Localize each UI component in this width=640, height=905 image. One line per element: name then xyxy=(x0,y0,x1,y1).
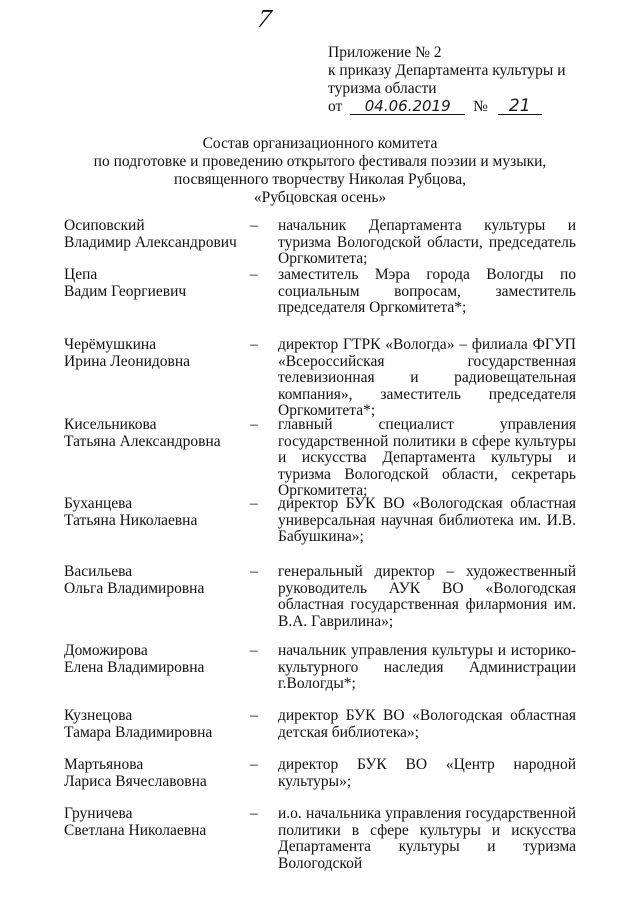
member-role: заместитель Мэра города Вологды по социальным вопросам, заместитель председателя Оргкомитета*; xyxy=(278,266,576,316)
member-row xyxy=(64,337,576,417)
dash-separator: – xyxy=(250,266,258,283)
member-role: директор ГТРК «Вологда» – филиала ФГУП «Всероссийская государственная телевизионная и радиовещательная компания», заместитель председателя Оргкомитета*; xyxy=(278,336,576,419)
member-name: Доможирова Елена Владимировна xyxy=(64,642,205,676)
number-prefix: № xyxy=(473,98,488,115)
title-line-1: Состав организационного комитета xyxy=(202,135,438,152)
member-row xyxy=(64,218,576,267)
dash-separator: – xyxy=(250,805,258,822)
member-role: директор БУК ВО «Вологодская областная универсальная научная библиотека им. И.В. Бабушкина»; xyxy=(278,495,576,545)
title-line-4: «Рубцовская осень» xyxy=(253,189,387,206)
member-name: Кисельникова Татьяна Александровна xyxy=(64,416,221,450)
appendix-date-line xyxy=(328,98,628,116)
dash-separator: – xyxy=(250,642,258,659)
member-row xyxy=(64,805,576,872)
member-name: Груничева Светлана Николаевна xyxy=(64,805,207,839)
member-name: Цепа Вадим Георгиевич xyxy=(64,266,187,300)
title-line-3: посвященного творчеству Николая Рубцова, xyxy=(174,171,466,188)
order-date: 04.06.2019 xyxy=(350,98,465,115)
member-row xyxy=(64,416,576,499)
dash-separator: – xyxy=(250,217,258,234)
dash-separator: – xyxy=(250,495,258,512)
member-row xyxy=(64,757,576,806)
member-role: генеральный директор – художественный руководитель АУК ВО «Вологодская областная государственная филармония им. В.А. Гаврилина»; xyxy=(278,563,576,630)
dash-separator: – xyxy=(250,416,258,433)
member-role: главный специалист управления государственной политики в сфере культуры и искусства Департамента культуры и туризма Вологодской области, секретарь Оргкомитета; xyxy=(278,416,576,499)
member-role: директор БУК ВО «Вологодская областная детская библиотека»; xyxy=(278,707,576,741)
member-row xyxy=(64,496,576,564)
dash-separator: – xyxy=(250,336,258,353)
member-row xyxy=(64,708,576,757)
appendix-order-ref: к приказу Департамента культуры и xyxy=(328,62,566,79)
member-role: и.о. начальника управления государственной политики в сфере культуры и искусства Департамента культуры и туризма Вологодской xyxy=(278,805,576,872)
committee-roster xyxy=(64,217,576,872)
member-role: начальник управления культуры и историко-культурного наследия Администрации г.Вологды*; xyxy=(278,642,576,692)
appendix-header xyxy=(328,44,628,116)
member-name: Кузнецова Тамара Владимировна xyxy=(64,707,213,741)
dash-separator: – xyxy=(250,707,258,724)
appendix-order-ref-cont: туризма области xyxy=(328,80,437,97)
member-row xyxy=(64,564,576,643)
order-number: 21 xyxy=(498,98,542,115)
dash-separator: – xyxy=(250,563,258,580)
handwritten-page-number: 7 xyxy=(256,4,274,33)
date-prefix: от xyxy=(328,98,343,115)
member-role: начальник Департамента культуры и туризма Вологодской области, председатель Оргкомитета; xyxy=(278,217,576,267)
title-line-2: по подготовке и проведению открытого фестиваля поэзии и музыки, xyxy=(93,153,547,170)
dash-separator: – xyxy=(250,756,258,773)
member-name: Мартьянова Лариса Вячеславовна xyxy=(64,756,207,790)
document-title xyxy=(40,135,600,207)
member-name: Осиповский Владимир Александрович xyxy=(64,217,237,251)
member-name: Буханцева Татьяна Николаевна xyxy=(64,495,198,529)
member-name: Черёмушкина Ирина Леонидовна xyxy=(64,336,191,370)
member-role: директор БУК ВО «Центр народной культуры»; xyxy=(278,756,576,790)
appendix-label: Приложение № 2 xyxy=(328,44,442,61)
member-row xyxy=(64,267,576,337)
member-row xyxy=(64,643,576,708)
member-name: Васильева Ольга Владимировна xyxy=(64,563,205,597)
